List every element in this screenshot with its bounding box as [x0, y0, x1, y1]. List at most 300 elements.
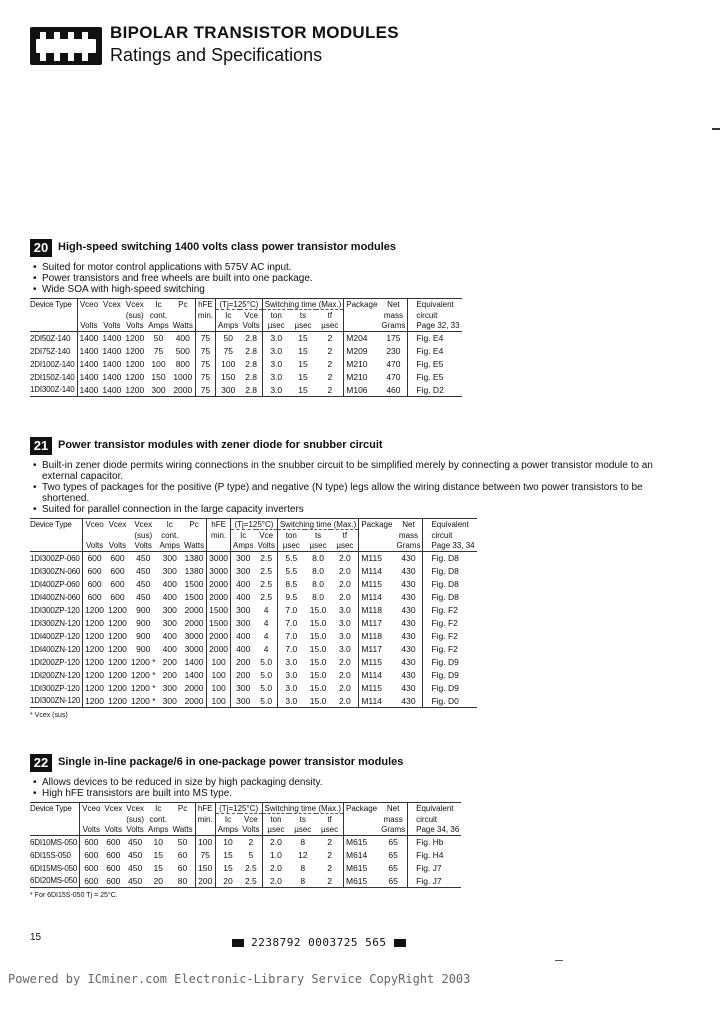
ic-value: 20 — [146, 875, 170, 888]
col-header-hfe: hFE — [195, 803, 215, 814]
test-ic-value: 400 — [231, 591, 256, 604]
circuit-fig-value: Fig. H4 — [408, 849, 462, 862]
col-header-blank — [106, 530, 129, 541]
tf-value: 2.0 — [338, 579, 351, 589]
ton-value: 5.5 — [277, 565, 304, 578]
ton-value: 3.0 — [262, 332, 289, 345]
vcex-sus-value: 1200 — [125, 359, 145, 369]
vcex-sus-value: 450 — [128, 850, 143, 860]
section-header — [30, 239, 680, 257]
header-row-2 — [30, 310, 462, 321]
col-header-vcex-sus: Vcex — [126, 803, 144, 813]
mass-value: 460 — [379, 384, 408, 397]
vcex-sus-value: 1200 — [125, 372, 145, 382]
test-ic-value: 400 — [231, 578, 256, 591]
test-ic-value: 200 — [231, 669, 256, 682]
ic-value: 300 — [162, 683, 177, 693]
pc-value: 500 — [175, 346, 190, 356]
col-header-ic: Ic — [216, 310, 241, 321]
vcex-value: 1200 — [108, 670, 127, 680]
col-header-blank — [171, 310, 196, 321]
ic-value: 100 — [151, 359, 166, 369]
vce-value: 5.0 — [260, 670, 273, 680]
col-header-vcex: Vcex — [106, 519, 129, 530]
col-header-min: min. — [195, 310, 215, 321]
vcex-sus-value: 450 — [128, 837, 143, 848]
ts-value: 15.0 — [309, 605, 327, 615]
circuit-fig-value: Fig. E5 — [408, 358, 462, 371]
header-units-row — [30, 541, 477, 552]
unit-usec: µsec — [289, 825, 316, 836]
device-type: 1DI300ZP-120 — [30, 683, 80, 693]
unit-volts: Volts — [106, 541, 129, 552]
test-ic-value: 75 — [216, 345, 241, 358]
mass-value: 470 — [386, 359, 401, 369]
feature-bullet: • Built-in zener diode permits wiring connections in the snubber circuit to be simplified merely by connecting a power transistor module to an external capacitor. — [42, 460, 680, 482]
col-header-blank — [30, 825, 80, 836]
test-ic-value: 15 — [215, 862, 240, 875]
tf-value: 2 — [327, 359, 333, 369]
vcex-value: 600 — [110, 566, 125, 576]
circuit-fig-value: Fig. E4 — [408, 332, 462, 345]
device-type: 6DI20MS-050 — [30, 875, 80, 888]
tf-value: 2 — [316, 384, 343, 397]
tf-value: 2.0 — [338, 683, 351, 693]
ts-value: 15 — [298, 346, 308, 356]
unit-volts: Volts — [100, 321, 123, 332]
col-header-package: Package — [344, 299, 380, 310]
test-ic-value: 20 — [215, 875, 240, 888]
ic-value: 400 — [162, 631, 177, 641]
device-type: 2DI75Z-140 — [30, 346, 71, 356]
pc-value: 400 — [175, 333, 190, 344]
vceo-value: 1200 — [83, 643, 106, 656]
ts-value: 15.0 — [305, 695, 332, 708]
ic-value: 300 — [162, 618, 177, 628]
section-number-badge: 20 — [30, 239, 52, 257]
package-value: M210 — [344, 358, 380, 371]
package-value: M209 — [344, 345, 380, 358]
circuit-fig-value: Fig. D8 — [423, 565, 477, 578]
ts-value: 15.0 — [309, 657, 327, 667]
col-header-sus: (sus) — [125, 310, 144, 320]
col-header-blank — [344, 321, 380, 332]
table-footnote: * For 6DI15S-050 Tj = 25°C. — [30, 892, 118, 899]
ic-value: 400 — [162, 592, 177, 602]
device-type: 2DI150Z-140 — [30, 372, 75, 382]
unit-volts: Volts — [83, 541, 106, 552]
package-value: M115 — [359, 552, 395, 565]
col-header-mass: Net — [379, 299, 408, 310]
unit-volts: Volts — [124, 825, 146, 836]
circuit-fig-value: Fig. D0 — [423, 695, 477, 708]
unit-watts: Watts — [171, 321, 196, 332]
vce-value: 4 — [263, 605, 269, 615]
package-value: M615 — [344, 836, 380, 849]
vcex-sus-value: 900 — [136, 631, 151, 641]
col-header-switching: Switching time (Max.) — [262, 803, 343, 814]
hfe-value: 75 — [195, 358, 215, 371]
test-ic-value: 15 — [215, 849, 240, 862]
col-header-blank — [30, 310, 77, 321]
tf-value: 3.0 — [338, 644, 351, 654]
col-header-type: Device Type — [30, 299, 77, 310]
hfe-value: 2000 — [207, 578, 231, 591]
table-row — [30, 682, 477, 695]
device-type: 2DI100Z-140 — [30, 359, 75, 369]
vceo-value: 600 — [83, 578, 106, 591]
vcex-value: 1200 — [108, 631, 127, 641]
ton-value: 3.0 — [277, 682, 304, 695]
mass-value: 65 — [388, 837, 398, 848]
ic-value: 300 — [162, 605, 177, 615]
tf-value: 2.0 — [338, 657, 351, 667]
col-header-min: min. — [207, 530, 231, 541]
col-header-blank — [359, 530, 395, 541]
vcex-value: 600 — [102, 875, 124, 888]
feature-bullets — [30, 460, 680, 515]
circuit-fig-value: Fig. D9 — [423, 669, 477, 682]
vce-value: 2.8 — [245, 359, 258, 369]
hfe-value: 2000 — [207, 591, 231, 604]
feature-bullet: • Power transistors and free wheels are built into one package. — [42, 273, 680, 284]
device-type: 1DI200ZP-120 — [30, 657, 80, 667]
powered-by-footer: Powered by ICminer.com Electronic-Library Service CopyRight 2003 — [8, 972, 471, 986]
unit-usec: µsec — [277, 541, 304, 552]
feature-bullet: • High hFE transistors are built into MS type. — [42, 788, 680, 799]
vcex-value: 1200 — [108, 618, 127, 628]
ts-value: 8 — [300, 837, 306, 848]
ts-value: 15.0 — [309, 618, 327, 628]
device-type: 1DI400ZN-060 — [30, 592, 81, 602]
vcex-value: 1200 — [108, 695, 127, 706]
package-value: M114 — [359, 591, 395, 604]
ts-value: 12 — [298, 850, 308, 860]
test-ic-value: 300 — [231, 695, 256, 708]
vcex-sus-value: 450 — [124, 875, 146, 888]
pc-value: 2000 — [171, 384, 196, 397]
ton-value: 7.0 — [277, 604, 304, 617]
col-header-ts: ts — [299, 310, 307, 320]
mass-value: 430 — [394, 695, 423, 708]
circuit-fig-value: Fig. D8 — [423, 578, 477, 591]
vce-value: 2.5 — [244, 863, 257, 873]
vceo-value: 600 — [83, 591, 106, 604]
table-row — [30, 643, 477, 656]
col-header-tf: tf — [327, 310, 333, 320]
ts-value: 8 — [289, 875, 316, 888]
mass-value: 65 — [388, 863, 398, 873]
pc-value: 2000 — [182, 695, 207, 708]
unit-volts: Volts — [240, 825, 262, 836]
hfe-value: 75 — [195, 384, 215, 397]
ton-value: 1.0 — [262, 849, 289, 862]
section-20 — [30, 239, 680, 397]
col-header-blank — [195, 825, 215, 836]
circuit-fig-value: Fig. E5 — [408, 371, 462, 384]
tf-value: 3.0 — [338, 605, 351, 615]
section-number-badge: 21 — [30, 437, 52, 455]
ton-value: 3.0 — [262, 358, 289, 371]
ton-value: 3.0 — [277, 669, 304, 682]
pc-value: 2000 — [184, 618, 204, 628]
transistor-module-logo — [30, 27, 102, 65]
tf-value: 2 — [327, 333, 333, 344]
unit-volts: Volts — [123, 321, 146, 332]
vceo-value: 600 — [83, 565, 106, 578]
vce-value: 2.5 — [260, 566, 273, 576]
pc-value: 1000 — [173, 372, 193, 382]
package-value: M114 — [359, 695, 395, 708]
vceo-value: 1200 — [83, 617, 106, 630]
col-header-blank — [30, 530, 83, 541]
ton-value: 7.0 — [277, 643, 304, 656]
barcode-block-right — [394, 939, 406, 947]
circuit-fig-value: Fig. D9 — [423, 656, 477, 669]
section-number-badge: 22 — [30, 754, 52, 772]
unit-amps: Amps — [215, 825, 240, 836]
ton-value: 3.0 — [277, 656, 304, 669]
vcex-value: 1200 — [108, 657, 127, 667]
col-header-blank — [195, 321, 215, 332]
vce-value: 5.0 — [256, 695, 278, 708]
package-value: M106 — [344, 384, 380, 397]
col-header-net-mass: mass — [383, 814, 403, 824]
tf-value: 2 — [327, 837, 332, 848]
ts-value: 15.0 — [309, 683, 327, 693]
vceo-value: 1400 — [77, 384, 100, 397]
tf-value: 2 — [316, 875, 343, 888]
page-title: BIPOLAR TRANSISTOR MODULES — [110, 23, 399, 42]
ton-value: 2.0 — [262, 875, 289, 888]
pc-value: 3000 — [184, 644, 204, 654]
tf-value: 2 — [327, 863, 332, 873]
ts-value: 8.0 — [312, 566, 324, 576]
vcex-sus-value: 450 — [128, 863, 143, 873]
pc-value: 1400 — [184, 670, 204, 680]
ic-value: 300 — [146, 384, 170, 397]
unit-volts: Volts — [240, 321, 262, 332]
pc-value: 1400 — [184, 657, 204, 667]
col-header-min: min. — [195, 814, 215, 825]
col-header-ic: Ic — [215, 814, 240, 825]
col-header-vcex: Vcex — [100, 299, 123, 310]
section-header — [30, 754, 680, 772]
device-type: 1DI400ZN-120 — [30, 644, 81, 654]
tf-value: 2.0 — [338, 670, 351, 680]
feature-bullet: • Suited for parallel connection in the large capacity inverters — [42, 504, 680, 515]
circuit-page-ref: Page 34, 36 — [408, 825, 462, 836]
ton-value: 9.5 — [277, 591, 304, 604]
header-row-2 — [30, 530, 477, 541]
ic-value: 10 — [153, 837, 163, 848]
col-header-blank — [80, 814, 103, 825]
header-units-row — [30, 825, 461, 836]
vceo-value: 1200 — [83, 695, 106, 708]
col-header-blank — [344, 825, 380, 836]
col-header-blank — [207, 541, 231, 552]
barcode-text: 2238792 0003725 565 — [251, 936, 387, 949]
col-header-vce: Vce — [243, 814, 258, 824]
table-row — [30, 371, 462, 384]
unit-volts: Volts — [77, 321, 100, 332]
tf-value: 2 — [327, 346, 333, 356]
vcex-sus-value: 900 — [136, 605, 151, 615]
device-type: 1DI300ZN-120 — [30, 618, 81, 628]
vceo-value: 1400 — [77, 332, 100, 345]
test-ic-value: 300 — [231, 552, 256, 565]
ton-value: 5.5 — [277, 552, 304, 565]
package-value: M117 — [359, 617, 395, 630]
col-header-tj: (Tj=125°C) — [231, 519, 278, 530]
barcode-line — [232, 936, 406, 949]
test-ic-value: 50 — [216, 332, 241, 345]
hfe-value: 200 — [195, 875, 215, 888]
header-units-row — [30, 321, 462, 332]
unit-watts: Watts — [170, 825, 195, 836]
table-footnote: * Vcex (sus) — [30, 712, 68, 719]
circuit-fig-value: Fig. F2 — [423, 643, 477, 656]
package-value: M204 — [344, 332, 380, 345]
feature-bullet: • Wide SOA with high-speed switching — [42, 284, 680, 295]
vce-value: 2.5 — [260, 553, 273, 564]
mass-value: 470 — [386, 372, 401, 382]
ts-value: 15.0 — [309, 644, 327, 654]
vceo-value: 600 — [80, 862, 103, 875]
unit-volts: Volts — [102, 825, 124, 836]
vce-value: 2.8 — [240, 384, 262, 397]
test-ic-value: 150 — [216, 371, 241, 384]
vce-value: 2.5 — [260, 592, 273, 602]
col-header-vcex-sus: Vcex — [129, 519, 158, 530]
unit-amps: Amps — [159, 541, 180, 551]
unit-amps: Amps — [148, 825, 169, 835]
col-header-vce: Vce — [259, 530, 274, 540]
device-type: 1DI300ZN-120 — [30, 695, 83, 708]
vce-value: 4 — [263, 631, 269, 641]
vceo-value: 1400 — [77, 345, 100, 358]
spec-table — [30, 518, 477, 708]
col-header-blank — [30, 814, 80, 825]
table-row — [30, 630, 477, 643]
ic-value: 75 — [153, 346, 164, 356]
ts-value: 15 — [298, 333, 308, 344]
tf-value: 2.0 — [338, 566, 351, 576]
pc-value: 2000 — [184, 683, 204, 693]
mass-value: 430 — [401, 566, 416, 576]
ts-value: 15 — [290, 384, 317, 397]
col-header-blank — [182, 530, 207, 541]
table-row — [30, 552, 477, 565]
feature-bullet: • Suited for motor control applications with 575V AC input. — [42, 262, 680, 273]
ts-value: 15.0 — [309, 670, 327, 680]
vcex-value: 600 — [110, 579, 125, 589]
col-header-switching: Switching time (Max.) — [262, 299, 343, 310]
unit-usec: µsec — [290, 321, 317, 332]
vcex-sus-value: 1200 — [125, 333, 145, 344]
hfe-value: 100 — [207, 656, 231, 669]
mass-value: 430 — [401, 605, 416, 615]
table-row — [30, 345, 462, 358]
col-header-vceo: Vceo — [77, 299, 100, 310]
table-row — [30, 695, 477, 708]
vce-value: 2.8 — [245, 346, 258, 356]
hfe-value: 150 — [195, 862, 215, 875]
table-row — [30, 669, 477, 682]
barcode-block-left — [232, 939, 244, 947]
mass-value: 430 — [401, 579, 416, 589]
ts-value: 8 — [300, 863, 306, 873]
table-row — [30, 591, 477, 604]
test-ic-value: 300 — [216, 384, 241, 397]
col-header-vceo: Vceo — [80, 803, 103, 814]
col-header-package: Package — [359, 519, 395, 530]
col-header-blank — [344, 310, 380, 321]
mass-value: 430 — [401, 670, 416, 680]
pc-value: 1380 — [184, 566, 204, 576]
hfe-value: 3000 — [207, 565, 231, 578]
device-type: 1DI300Z-140 — [30, 384, 77, 397]
edge-mark — [712, 128, 720, 130]
section-21 — [30, 437, 680, 719]
circuit-fig-value: Fig. Hb — [408, 836, 462, 849]
hfe-value: 100 — [195, 836, 215, 849]
col-header-tf: tf — [342, 530, 348, 540]
col-header-ts: ts — [299, 814, 306, 824]
vcex-value: 1400 — [102, 333, 122, 344]
ton-value: 8.5 — [277, 578, 304, 591]
col-header-blank — [359, 541, 395, 552]
col-header-circuit-2: circuit — [408, 310, 462, 321]
hfe-value: 1500 — [207, 617, 231, 630]
ton-value: 3.0 — [262, 384, 289, 397]
device-type: 1DI400ZP-060 — [30, 579, 80, 589]
pc-value: 60 — [177, 850, 188, 860]
vcex-sus-value: 450 — [136, 566, 151, 576]
circuit-fig-value: Fig. F2 — [423, 604, 477, 617]
vcex-sus-value: 1200 — [125, 384, 145, 395]
header-row-1 — [30, 519, 477, 530]
test-ic-value: 10 — [215, 836, 240, 849]
feature-bullets — [30, 777, 680, 799]
col-header-circuit: Equivalent — [423, 519, 477, 530]
col-header-cont: cont. — [149, 310, 168, 320]
col-header-tj: (Tj=125°C) — [216, 299, 263, 310]
table-row — [30, 578, 477, 591]
col-header-vcex-sus: Vcex — [123, 299, 146, 310]
ts-value: 8.0 — [312, 579, 324, 589]
unit-amps: Amps — [148, 321, 169, 331]
mass-value: 430 — [401, 631, 416, 641]
vce-value: 5.0 — [260, 683, 273, 693]
spec-table — [30, 802, 461, 888]
unit-usec: µsec — [305, 541, 332, 552]
vce-value: 4 — [263, 644, 269, 654]
vce-value: 2.5 — [260, 579, 273, 589]
table-row — [30, 862, 461, 875]
col-header-ton: ton — [262, 814, 289, 825]
device-type: 1DI200ZN-120 — [30, 670, 81, 680]
ton-value: 7.0 — [277, 630, 304, 643]
package-value: M114 — [359, 565, 395, 578]
header-row-2 — [30, 814, 461, 825]
ts-value: 8.0 — [312, 592, 324, 602]
vcex-value: 600 — [106, 837, 121, 848]
test-ic-value: 300 — [231, 565, 256, 578]
circuit-fig-value: Fig. D2 — [408, 384, 462, 397]
package-value: M114 — [359, 669, 395, 682]
hfe-value: 100 — [207, 669, 231, 682]
